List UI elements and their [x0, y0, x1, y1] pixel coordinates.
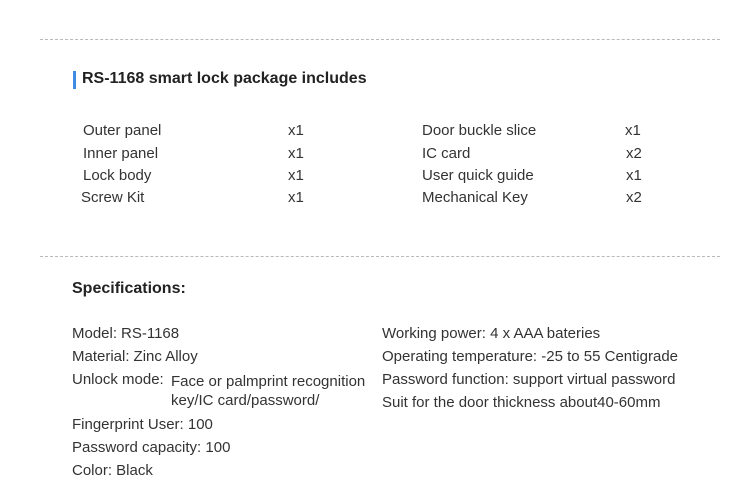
package-item-name: Outer panel — [83, 122, 162, 139]
package-title: RS-1168 smart lock package includes — [82, 70, 367, 87]
package-item-name: Inner panel — [83, 145, 159, 162]
spec-label: Model: — [72, 325, 118, 342]
spec-color: Color: Black — [72, 462, 153, 479]
spec-value: Zinc Alloy — [133, 348, 198, 365]
package-item-name: Screw Kit — [81, 189, 145, 206]
spec-password-function: Password function: support virtual password — [382, 371, 676, 388]
package-item-qty: x2 — [626, 189, 642, 206]
package-item-name: User quick guide — [422, 167, 534, 184]
spec-unlock-line: key/IC card/password/ — [171, 392, 320, 409]
package-item-qty: x1 — [288, 122, 304, 139]
specifications-title: Specifications: — [72, 280, 186, 297]
package-item-qty: x2 — [626, 145, 642, 162]
package-item-qty: x1 — [288, 167, 304, 184]
spec-password-capacity: Password capacity: 100 — [72, 439, 231, 456]
package-item-name: Lock body — [83, 167, 152, 184]
spec-fingerprint: Fingerprint User: 100 — [72, 416, 213, 433]
spec-unlock-label: Unlock mode: — [72, 371, 164, 388]
spec-unlock-line: Face or palmprint recognition — [171, 373, 366, 390]
package-item-qty: x1 — [625, 122, 641, 139]
package-item-name: Door buckle slice — [422, 122, 537, 139]
spec-model — [72, 325, 179, 342]
package-item-name: IC card — [422, 145, 471, 162]
package-item-qty: x1 — [288, 189, 304, 206]
package-item-name: Mechanical Key — [422, 189, 528, 206]
spec-material — [72, 348, 198, 365]
divider-middle — [40, 256, 720, 257]
package-item-qty: x1 — [626, 167, 642, 184]
package-item-qty: x1 — [288, 145, 304, 162]
spec-door-thickness: Suit for the door thickness about40-60mm — [382, 394, 661, 411]
spec-unlock-value — [171, 372, 365, 410]
spec-temperature: Operating temperature: -25 to 55 Centigrade — [382, 348, 679, 365]
divider-top — [40, 39, 720, 40]
spec-value: RS-1168 — [121, 325, 180, 342]
spec-power: Working power: 4 x AAA bateries — [382, 325, 601, 342]
spec-label: Material: — [72, 348, 130, 365]
heading-accent-bar — [73, 71, 76, 89]
